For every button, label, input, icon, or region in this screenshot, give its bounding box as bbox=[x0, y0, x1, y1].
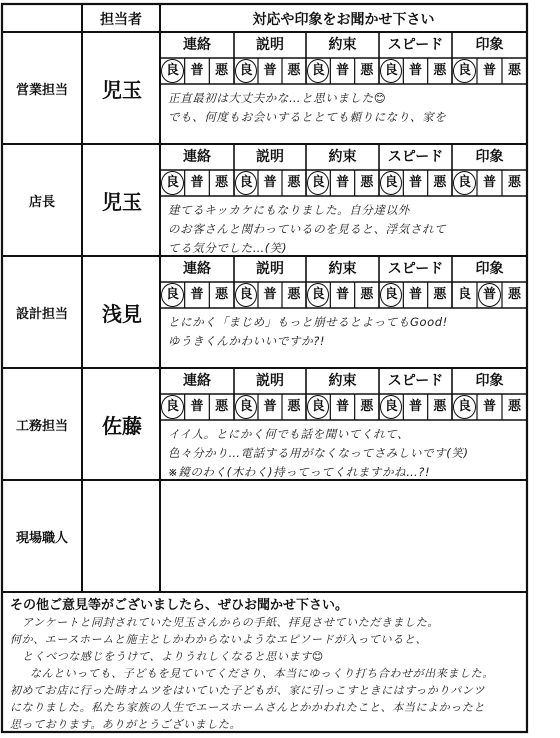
category-header: 説明 bbox=[256, 37, 284, 53]
category-header: スピード bbox=[387, 261, 444, 277]
comment-line: てる気分でした…(笑) bbox=[168, 241, 288, 255]
grade-option: 悪 bbox=[287, 63, 301, 78]
grade-option: 悪 bbox=[360, 399, 374, 414]
grade-option-circled: 良 bbox=[235, 171, 257, 195]
grade-option-circled: 良 bbox=[161, 59, 184, 83]
category-header: 説明 bbox=[256, 261, 284, 277]
footer-comment-line: なんといっても、子どもを見ていてくださり、本当にゆっくり打ち合わせが出来ました。 bbox=[30, 667, 494, 680]
category-header: スピード bbox=[387, 37, 444, 53]
grade-option: 普 bbox=[335, 175, 349, 190]
grade-option: 悪 bbox=[215, 63, 229, 78]
category-header: 連絡 bbox=[183, 261, 211, 277]
grade-option: 普 bbox=[408, 63, 422, 78]
grade-option-circled: 良 bbox=[453, 59, 476, 83]
grade-option: 悪 bbox=[360, 63, 374, 78]
category-header: 連絡 bbox=[183, 37, 211, 53]
footer-comment-line: 何か、エースホームと施主としかわからないようなエピソードが入っていると、 bbox=[10, 633, 428, 646]
grade-option-circled: 普 bbox=[478, 283, 501, 307]
grade-option-circled: 良 bbox=[307, 171, 329, 195]
grade-option: 悪 bbox=[433, 399, 447, 414]
grade-option: 悪 bbox=[507, 175, 521, 190]
grade-option: 悪 bbox=[287, 175, 301, 190]
role-label: 工務担当 bbox=[15, 419, 68, 434]
category-header: 約束 bbox=[328, 149, 357, 165]
grade-option: 良 bbox=[457, 287, 471, 302]
footer-comment-line: 思っております。ありがとうございました。 bbox=[10, 718, 242, 731]
grade-option: 悪 bbox=[433, 63, 447, 78]
category-header: 印象 bbox=[475, 373, 504, 389]
grade-option-circled: 良 bbox=[161, 283, 184, 307]
feedback-column-header: 対応や印象をお聞かせ下さい bbox=[252, 12, 435, 28]
category-header: スピード bbox=[387, 149, 444, 165]
category-header: 連絡 bbox=[183, 373, 211, 389]
grade-option: 悪 bbox=[360, 175, 374, 190]
grade-option-circled: 良 bbox=[380, 59, 402, 83]
grade-option-circled: 良 bbox=[307, 283, 329, 307]
category-header: 印象 bbox=[475, 37, 504, 53]
person-name: 児玉 bbox=[102, 78, 142, 102]
grade-option: 普 bbox=[335, 63, 349, 78]
grade-option: 普 bbox=[190, 399, 204, 414]
category-header: 印象 bbox=[475, 149, 504, 165]
comment-line: でも、何度もお会いするととても頼りになり、家を bbox=[168, 110, 447, 124]
grade-option-circled: 良 bbox=[380, 171, 402, 195]
grade-option: 普 bbox=[263, 287, 277, 302]
grade-option: 普 bbox=[263, 63, 277, 78]
grade-option: 悪 bbox=[215, 287, 229, 302]
category-header: 約束 bbox=[328, 373, 357, 389]
grade-option-circled: 良 bbox=[307, 59, 329, 83]
role-label: 店長 bbox=[28, 195, 55, 210]
comment-line: ゆうきくんかわいいですか?! bbox=[168, 334, 326, 348]
footer-comment-line: になりました。私たち家族の人生でエースホームさんとかかわれたこと、本当によかったと bbox=[10, 701, 486, 714]
grade-option-circled: 良 bbox=[380, 283, 402, 307]
category-header: 約束 bbox=[328, 37, 357, 53]
grade-option-circled: 良 bbox=[307, 395, 329, 419]
grade-option: 悪 bbox=[215, 399, 229, 414]
grade-option-circled: 良 bbox=[380, 395, 402, 419]
grade-option: 悪 bbox=[215, 175, 229, 190]
grade-option: 普 bbox=[482, 63, 496, 78]
comment-line: 色々分かり…電話する用がなくなってさみしいです(笑) bbox=[168, 446, 469, 460]
grade-option: 普 bbox=[335, 399, 349, 414]
grade-option: 普 bbox=[263, 399, 277, 414]
role-label: 設計担当 bbox=[15, 307, 68, 322]
grade-option: 悪 bbox=[360, 287, 374, 302]
person-column-header: 担当者 bbox=[100, 12, 142, 28]
grade-option: 普 bbox=[482, 175, 496, 190]
person-name: 児玉 bbox=[102, 190, 142, 214]
category-header: 約束 bbox=[328, 261, 357, 277]
comment-line: イイ人。とにかく何でも話を聞いてくれて、 bbox=[168, 427, 410, 441]
comment-line: とにかく「まじめ」もっと崩せるとよってもGood! bbox=[168, 315, 448, 329]
grade-option: 悪 bbox=[287, 287, 301, 302]
grade-option: 普 bbox=[408, 399, 422, 414]
category-header: スピード bbox=[387, 373, 444, 389]
grade-option: 悪 bbox=[433, 175, 447, 190]
grade-option-circled: 良 bbox=[235, 283, 257, 307]
comment-line: ※鏡のわく(木わく)持ってってくれますかね…?! bbox=[168, 465, 431, 479]
grade-option-circled: 良 bbox=[235, 395, 257, 419]
footer-comment-line: 初めてお店に行った時オムツをはいていた子どもが、家に引っこすときにはすっかりパンツ bbox=[10, 684, 485, 697]
comment-line: 正直最初は大丈夫かな…と思いました😊 bbox=[168, 91, 387, 105]
category-header: 説明 bbox=[256, 149, 284, 165]
grade-option-circled: 良 bbox=[235, 59, 257, 83]
person-name: 浅見 bbox=[102, 302, 142, 326]
grade-option: 普 bbox=[408, 175, 422, 190]
grade-option: 普 bbox=[190, 63, 204, 78]
category-header: 説明 bbox=[256, 373, 284, 389]
category-header: 印象 bbox=[475, 261, 504, 277]
footer-comment-line: とくべつな感じをうけて、よりうれしくなると思います😊 bbox=[22, 650, 324, 663]
grade-option: 悪 bbox=[507, 287, 521, 302]
category-header: 連絡 bbox=[183, 149, 211, 165]
grade-option-circled: 良 bbox=[161, 171, 184, 195]
grade-option: 悪 bbox=[507, 63, 521, 78]
grade-option-circled: 良 bbox=[161, 395, 184, 419]
grade-option: 悪 bbox=[433, 287, 447, 302]
footer-heading: その他ご意見等がございましたら、ぜひお聞かせ下さい。 bbox=[10, 598, 349, 613]
grade-option: 普 bbox=[482, 399, 496, 414]
grade-option: 悪 bbox=[507, 399, 521, 414]
role-label: 現場職人 bbox=[15, 531, 68, 546]
comment-line: のお客さんと関わっているのを見ると、浮気されて bbox=[168, 222, 447, 236]
grade-option: 普 bbox=[408, 287, 422, 302]
grade-option-circled: 良 bbox=[453, 171, 476, 195]
person-name: 佐藤 bbox=[102, 414, 142, 438]
footer-comment-line: アンケートと同封されていた児玉さんからの手紙、拝見させていただきました。 bbox=[22, 616, 439, 629]
grade-option: 普 bbox=[263, 175, 277, 190]
grade-option-circled: 良 bbox=[453, 395, 476, 419]
grade-option: 普 bbox=[190, 175, 204, 190]
grade-option: 悪 bbox=[287, 399, 301, 414]
grade-option: 普 bbox=[335, 287, 349, 302]
comment-line: 建てるキッカケにもなりました。自分達以外 bbox=[168, 203, 410, 217]
grade-option: 普 bbox=[190, 287, 204, 302]
role-label: 営業担当 bbox=[15, 83, 68, 98]
